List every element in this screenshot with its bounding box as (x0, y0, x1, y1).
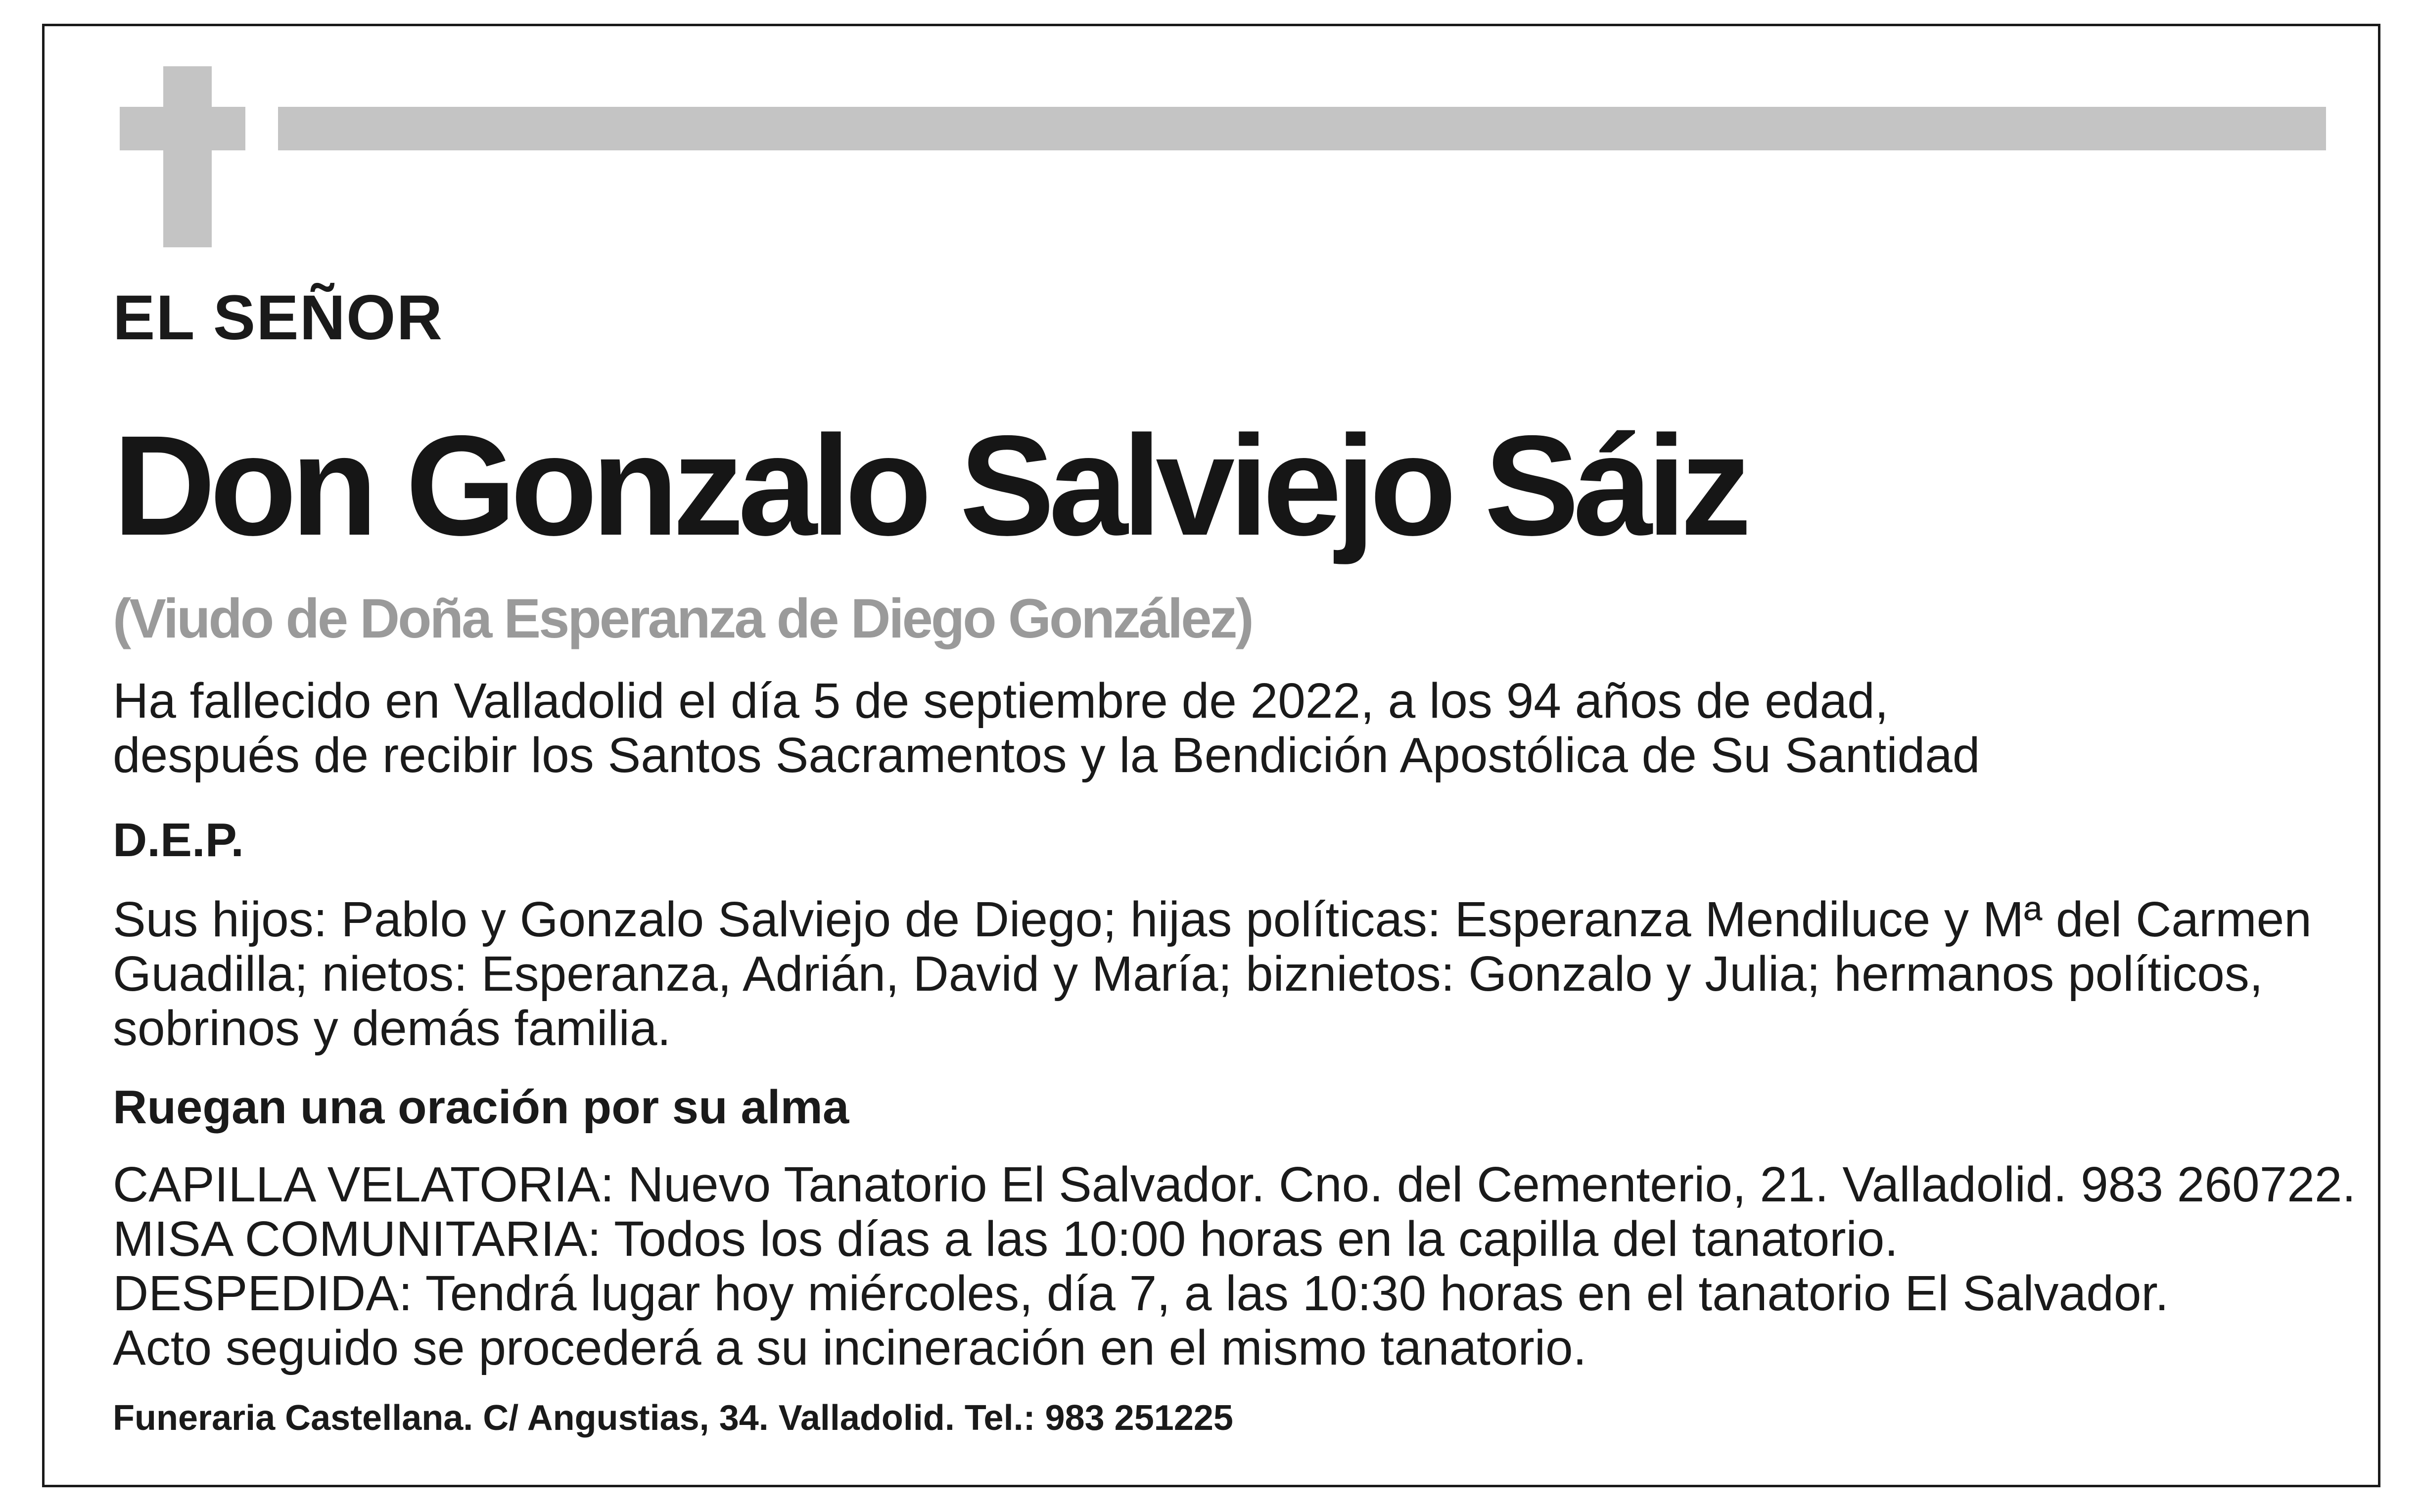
family-line: Sus hijos: Pablo y Gonzalo Salviejo de Diego; hijas políticas: Esperanza Mendiluce y Mª del Carmen (113, 892, 2312, 947)
announcement-line: después de recibir los Santos Sacramentos y la Bendición Apostólica de Su Santidad (113, 728, 1980, 783)
header-bar (278, 107, 2326, 150)
cross-icon (163, 66, 212, 247)
prayer-request: Ruegan una oración por su alma (113, 1081, 849, 1134)
title-prefix: EL SEÑOR (113, 282, 443, 353)
announcement-line: Ha fallecido en Valladolid el día 5 de septiembre de 2022, a los 94 años de edad, (113, 673, 1889, 729)
service-line: MISA COMUNITARIA: Todos los días a las 10:00 horas en la capilla del tanatorio. (113, 1211, 1899, 1267)
widower-subtitle: (Viudo de Doña Esperanza de Diego González) (113, 588, 1252, 649)
service-line: Acto seguido se procederá a su incineración en el mismo tanatorio. (113, 1320, 1587, 1375)
funeral-home-footer: Funeraria Castellana. C/ Angustias, 34. Valladolid. Tel.: 983 251225 (113, 1398, 1233, 1438)
family-line: sobrinos y demás familia. (113, 1001, 671, 1056)
family-line: Guadilla; nietos: Esperanza, Adrián, David y María; biznietos: Gonzalo y Julia; hermanos políticos, (113, 946, 2263, 1002)
cross-icon-arm (120, 107, 245, 150)
deceased-name: Don Gonzalo Salviejo Sáiz (113, 406, 1746, 565)
dep-label: D.E.P. (113, 814, 244, 867)
service-line: DESPEDIDA: Tendrá lugar hoy miércoles, día 7, a las 10:30 horas en el tanatorio El Salvador. (113, 1266, 2169, 1321)
service-line: CAPILLA VELATORIA: Nuevo Tanatorio El Salvador. Cno. del Cementerio, 21. Valladolid. 983 260722. (113, 1157, 2356, 1212)
